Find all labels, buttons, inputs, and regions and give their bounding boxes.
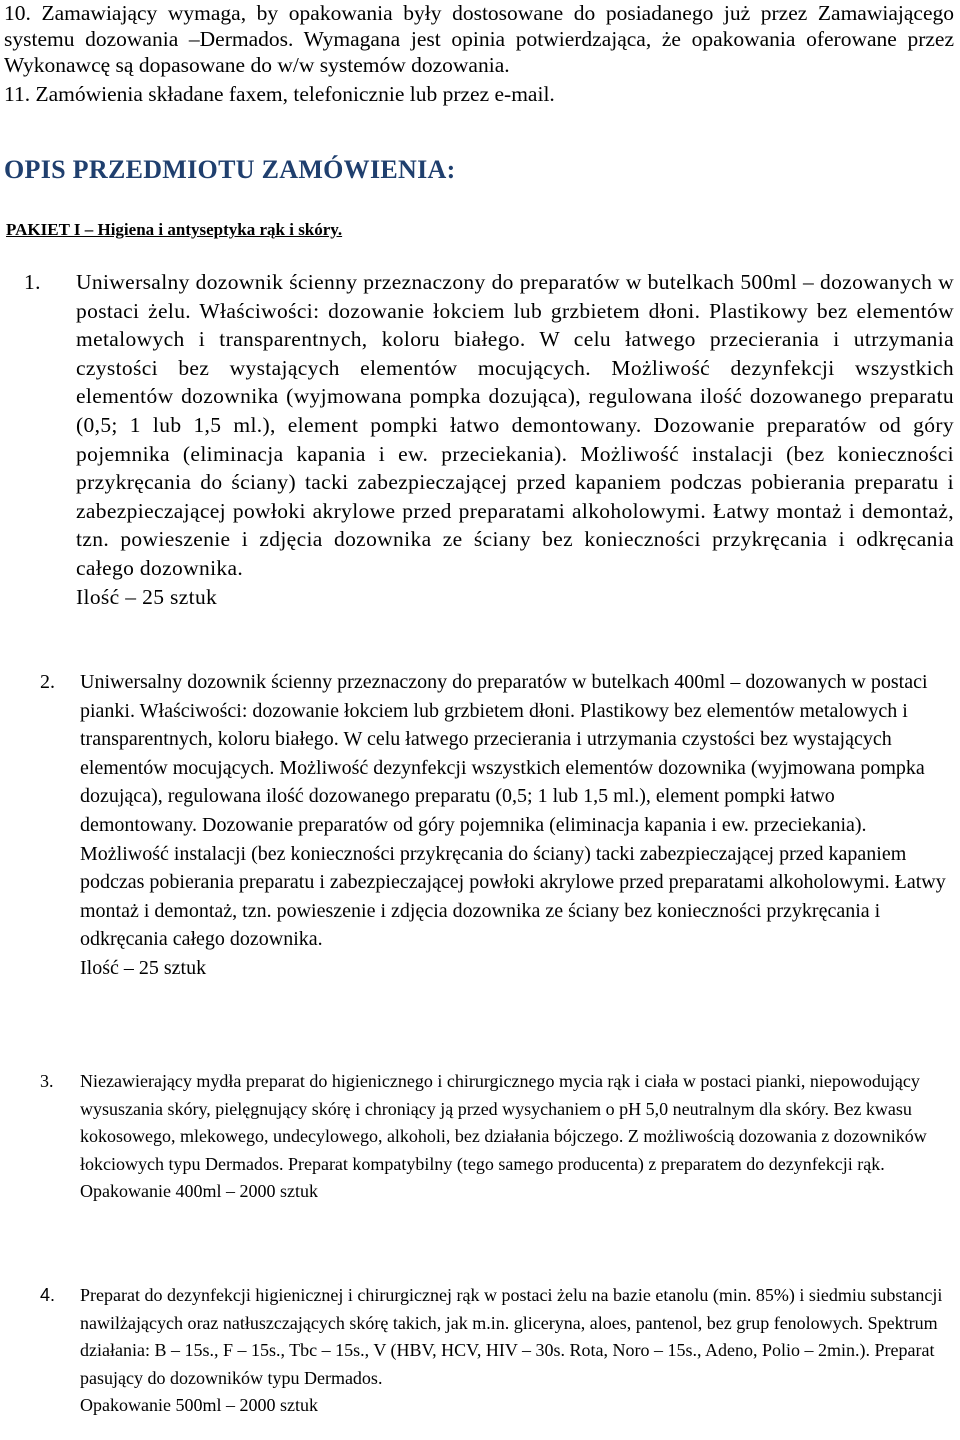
item-description: Uniwersalny dozownik ścienny przeznaczony do preparatów w butelkach 500ml – dozowanych w postaci żelu. Właściwości: dozowanie łokciem lub grzbietem dłoni. Plastikowy bez elementów metalowych i transparentnych, koloru białego. W celu łatwego przecierania i utrzymania czystości bez wystających elementów mocujących. Możliwość dezynfekcji wszystkich elementów dozownika (wyjmowana pompka dozująca), regulowana ilość dozowanego preparatu (0,5; 1 lub 1,5 ml.), element pompki łatwo demontowany. Dozowanie preparatów od góry pojemnika (eliminacja kapania i ew. przeciekania). Możliwość instalacji (bez konieczności przykręcania do ściany) tacki zabezpieczającej przed kapaniem podczas pobierania preparatu i zabezpieczającej powłoki akrylowe przed preparatami alkoholowymi. Łatwy montaż i demontaż, tzn. powieszenie i zdjęcia dozownika ze ściany bez konieczności przykręcania i odkręcania całego dozownika. [76, 270, 954, 580]
intro-section [4, 0, 954, 107]
item-description: Uniwersalny dozownik ścienny przeznaczony do preparatów w butelkach 400ml – dozowanych w postaci pianki. Właściwości: dozowanie łokciem lub grzbietem dłoni. Plastikowy bez elementów metalowych i transparentnych, koloru białego. W celu łatwego przecierania i utrzymania czystości bez wystających elementów mocujących. Możliwość dezynfekcji wszystkich elementów dozownika (wyjmowana pompka dozująca), regulowana ilość dozowanego preparatu (0,5; 1 lub 1,5 ml.), element pompki łatwo demontowany. Dozowanie preparatów od góry pojemnika (eliminacja kapania i ew. przeciekania). Możliwość instalacji (bez konieczności przykręcania do ściany) tacki zabezpieczającej przed kapaniem podczas pobierania preparatu i zabezpieczającej powłoki akrylowe przed preparatami alkoholowymi. Łatwy montaż i demontaż, tzn. powieszenie i zdjęcia dozownika ze ściany bez konieczności przykręcania i odkręcania całego dozownika. [80, 671, 946, 951]
item-quantity: Opakowanie 400ml – 2000 sztuk [80, 1181, 318, 1201]
clause-10-text: Zamawiający wymaga, by opakowania były dostosowane do posiadanego już przez Zamawiającego systemu dozowania –Dermados. Wymagana jest opinia potwierdzająca, że opakowania oferowane przez Wykonawcę są dopasowane do w/w systemów dozowania. [4, 1, 954, 77]
item-number: 2. [40, 671, 55, 693]
list-item [4, 268, 954, 611]
package-title: PAKIET I – Higiena i antyseptyka rąk i skóry. [6, 220, 343, 239]
item-number: 1. [24, 270, 41, 294]
item-number: 3. [40, 1071, 54, 1091]
list-item [4, 668, 954, 983]
section-heading: OPIS PRZEDMIOTU ZAMÓWIENIA: [4, 155, 456, 184]
clause-11-text: Zamówienia składane faxem, telefonicznie lub przez e-mail. [35, 82, 555, 106]
clause-10-number: 10. [4, 1, 31, 25]
item-quantity: Ilość – 25 sztuk [80, 956, 207, 979]
clause-11-number: 11. [4, 82, 31, 106]
clause-11 [4, 81, 954, 107]
item-number: 4. [40, 1285, 56, 1305]
list-item [4, 1282, 954, 1420]
item-description: Preparat do dezynfekcji higienicznej i chirurgicznej rąk w postaci żelu na bazie etanolu (min. 85%) i siedmiu substancji nawilżających oraz natłuszczających skórę takich, jak m.in. gliceryna, aloes, pantenol, bez grup fenolowych. Spektrum działania: B – 15s., F – 15s., Tbc – 15s., V (HBV, HCV, HIV – 30s. Rota, Noro – 15s., Adeno, Polio – 2min.). Preparat pasujący do dozowników typu Dermados. [80, 1285, 943, 1388]
item-quantity: Ilość – 25 sztuk [76, 584, 218, 609]
list-item [4, 1068, 954, 1206]
clause-10 [4, 0, 954, 78]
item-description: Niezawierający mydła preparat do higienicznego i chirurgicznego mycia rąk i ciała w postaci pianki, niepowodujący wysuszania skóry, pielęgnujący skórę i chroniący ją przed wysychaniem o pH 5,0 neutralnym dla skóry. Bez kwasu kokosowego, mlekowego, undecylowego, alkoholi, bez działania bójczego. Z możliwością dozowania z dozowników łokciowych typu Dermados. Preparat kompatybilny (tego samego producenta) z preparatem do dezynfekcji rąk. [80, 1071, 927, 1174]
item-quantity: Opakowanie 500ml – 2000 sztuk [80, 1395, 318, 1415]
